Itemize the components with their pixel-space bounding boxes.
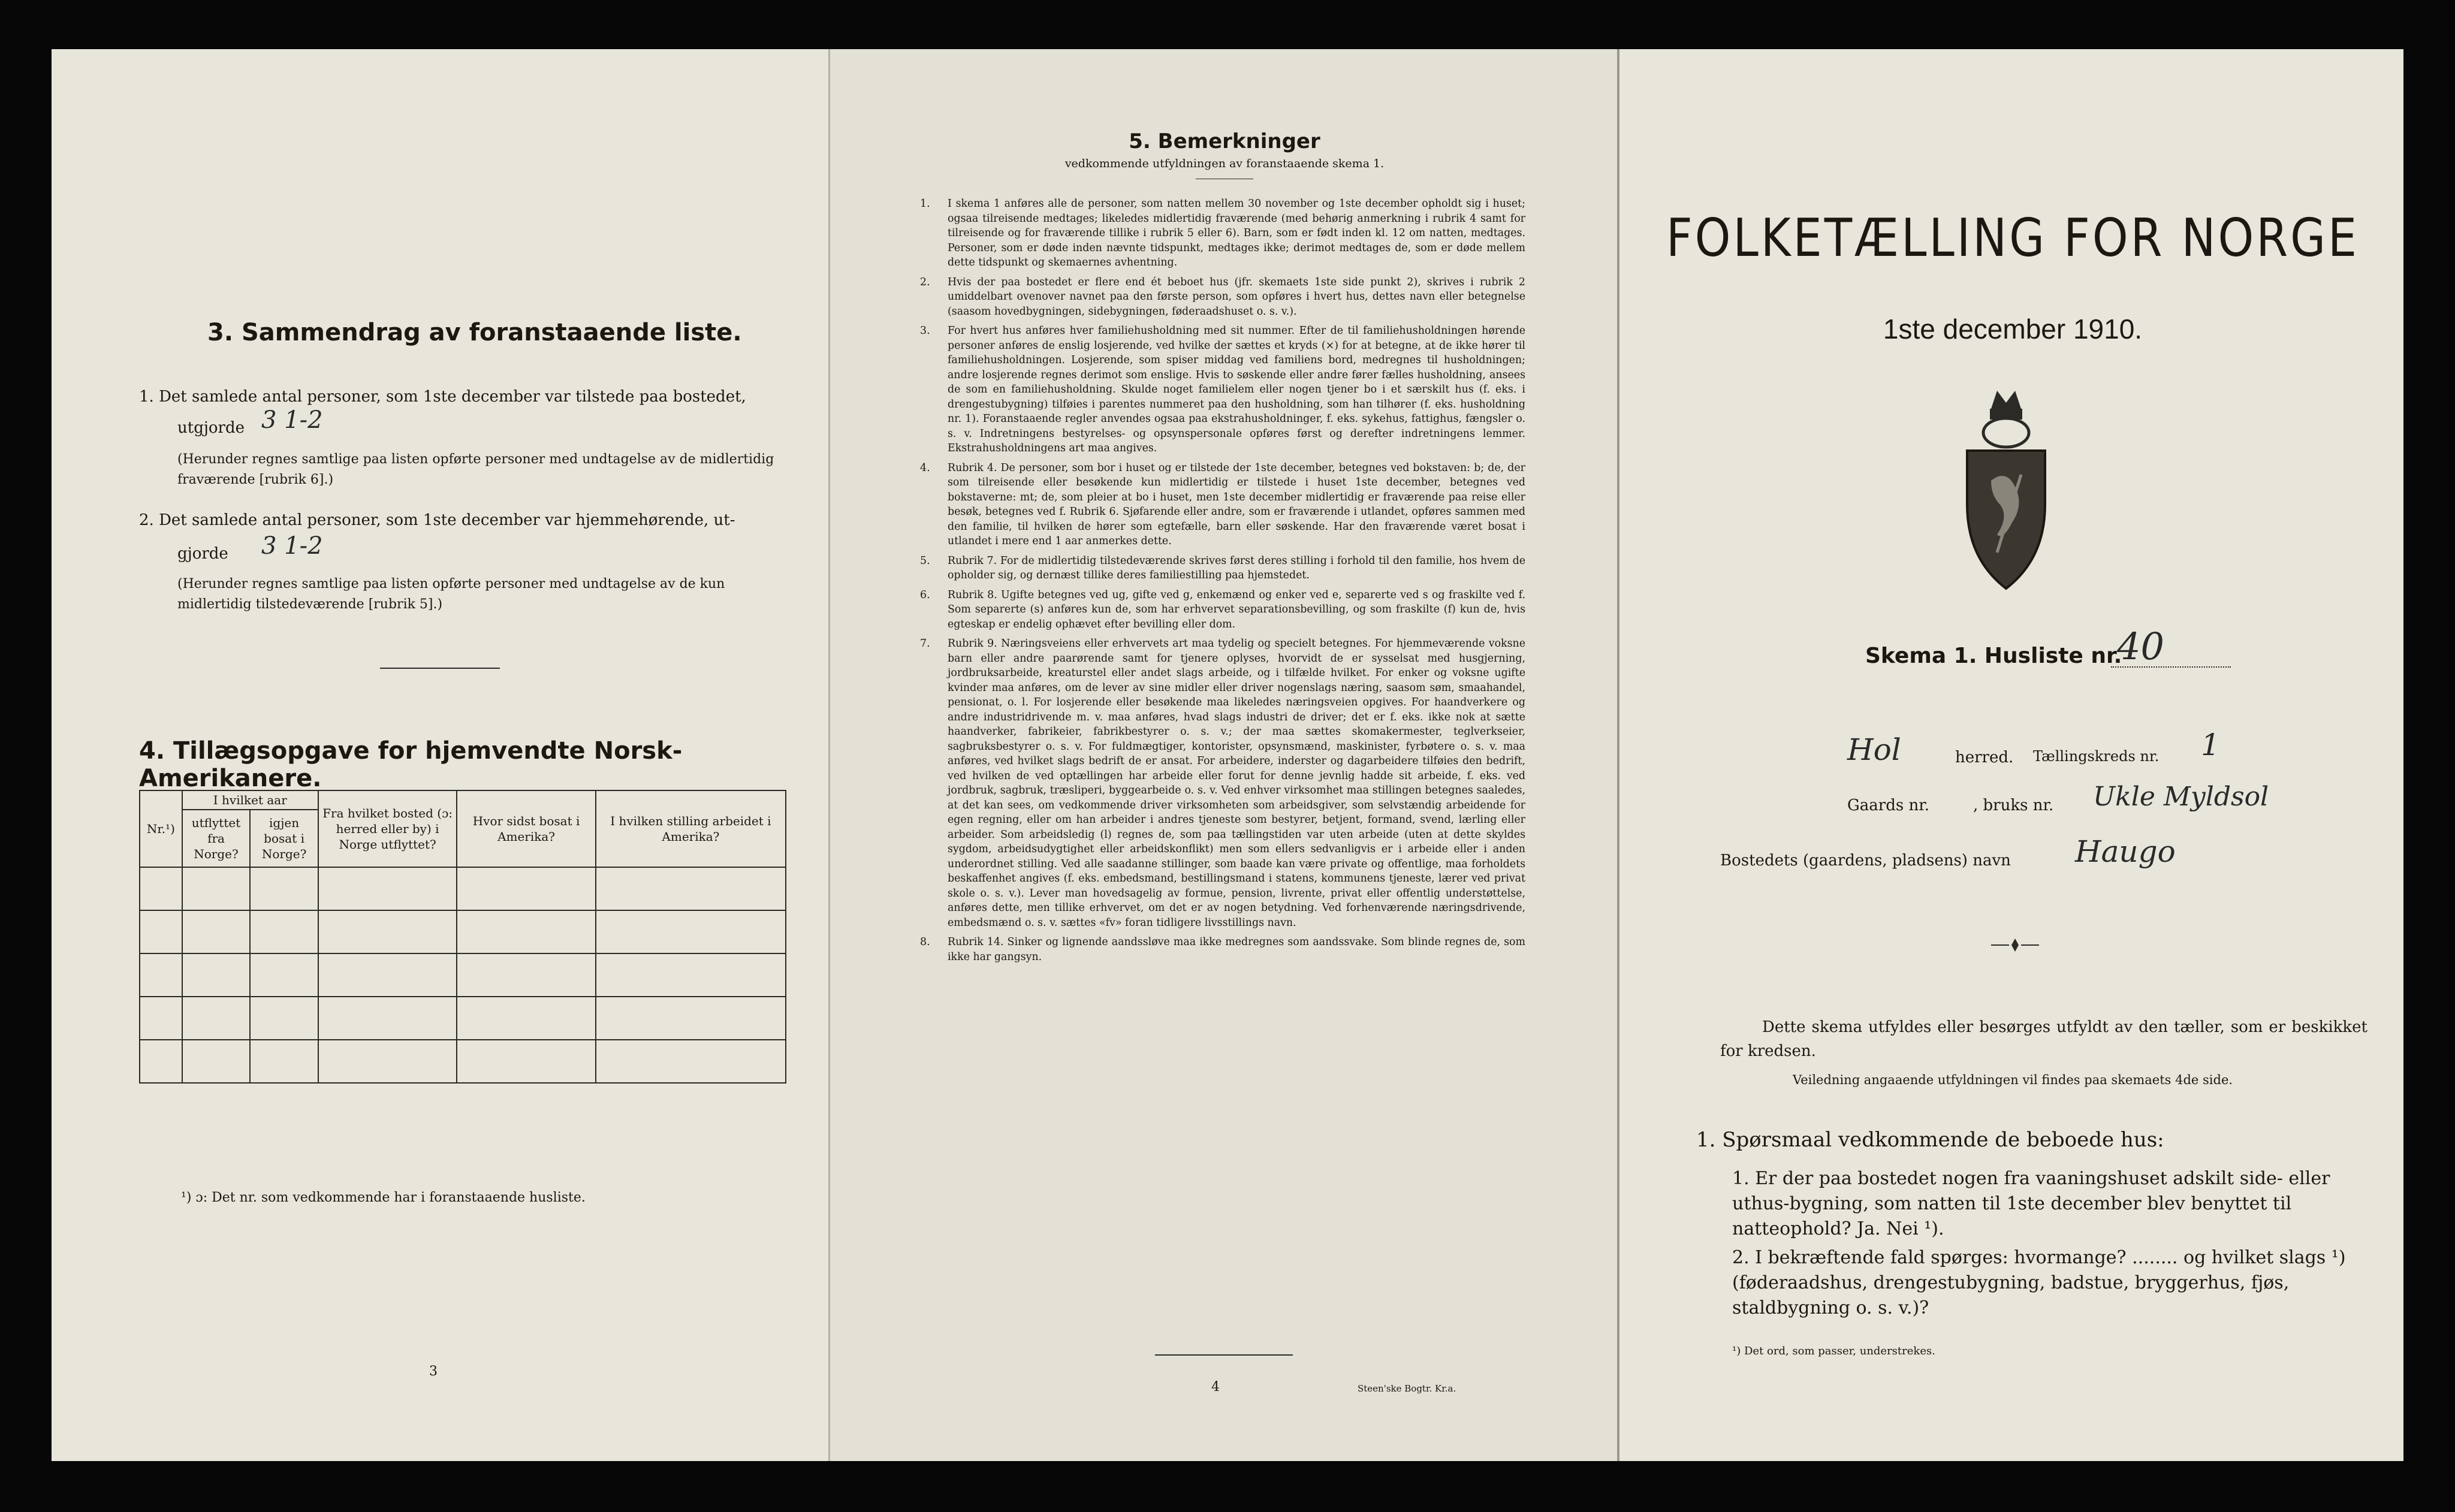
norsk-amerikanere-table <box>139 790 786 1084</box>
question-2: 2. I bekræftende fald spørges: hvormange? ........ og hvilket slags ¹) (føderaadshus, drengestubygning, badstue, bryggerhus, fjøs, staldbygning o. s. v.)? <box>1732 1247 2346 1318</box>
form-date: 1ste december 1910. <box>1883 313 2143 345</box>
note-text: Rubrik 14. Sinker og lignende aandssløve maa ikke medregnes som aandssvake. Som blinde regnes de, som ikke har gangsyn. <box>948 936 1525 963</box>
table-footnote: ¹) ɔ: Det nr. som vedkommende har i foranstaaende husliste. <box>181 1190 586 1205</box>
bottom-divider <box>1155 1354 1293 1356</box>
note-number: 2. <box>920 276 930 288</box>
instruction-text: Dette skema utfyldes eller besørges utfyldt av den tæller, som er beskikket for kredsen. <box>1720 1018 2367 1060</box>
section4-title: 4. Tillægsopgave for hjemvendte Norsk-Amerikanere. <box>139 737 683 792</box>
form-footnote: ¹) Det ord, som passer, understrekes. <box>1732 1345 1935 1357</box>
bosted-label: Bostedets (gaardens, pladsens) navn <box>1720 852 2011 870</box>
item1-value: 3 1-2 <box>261 406 323 434</box>
note-number: 1. <box>920 198 930 210</box>
bruks-label: , bruks nr. <box>1973 796 2054 814</box>
note-item <box>920 324 1525 456</box>
husliste-nr-value: 40 <box>2117 624 2164 668</box>
bruks-value: Ukle Myldsol <box>2093 781 2269 812</box>
table-row <box>140 1040 786 1083</box>
note-number: 3. <box>920 325 930 337</box>
note-number: 5. <box>920 554 930 567</box>
section3-title: 3. Sammendrag av foranstaaende liste. <box>207 319 742 346</box>
note-item <box>920 935 1525 964</box>
gaards-label: Gaards nr. <box>1847 796 1930 814</box>
note-text: For hvert hus anføres hver familiehusholdning med sit nummer. Efter de til familiehusholdningen hørende personer anføres de enslig losjerende, ved hvilke der sættes et kryds (×) for at betegne, at de ikke hører til familiehusholdningen. Losjerende, som spiser middag ved familiens bord, medregnes til husholdningen; andre losjerende regnes derimot som enslige. Hvis to søskende eller andre fører fælles husholdning, ansees de som en familiehusholdning. Skulde noget familielem eller nogen tjener bo i et særskilt hus (f. eks. i drengestubygning) tilføies i parentes nummeret paa den husholdning, som han tilhører (f. eks. husholdning nr. 1). Foranstaaende regler anvendes ogsaa paa ekstrahusholdninger, f. eks. sykehus, fattighus, fængsler o. s. v. Indretningens bestyrelses- og opsynspersonale opføres først og derefter indretningens lemmer. Ekstrahusholdningens art maa angives. <box>948 325 1525 454</box>
col-header-utflyttet: utflyttet fra Norge? <box>182 810 251 867</box>
table-row <box>140 953 786 997</box>
bemerkninger-subtitle: vedkommende utfyldningen av foranstaaende skema 1. <box>1064 157 1385 170</box>
kreds-label: Tællingskreds nr. <box>2033 748 2160 765</box>
table-row <box>140 867 786 910</box>
note-item <box>920 197 1525 270</box>
col-header-nr: Nr.¹) <box>140 790 182 867</box>
bemerkninger-title: 5. Bemerkninger <box>1129 129 1320 153</box>
husliste-nr-line <box>2111 666 2231 669</box>
divider <box>380 668 500 669</box>
table-row <box>140 910 786 953</box>
item1-utgjorde-label: utgjorde <box>177 419 245 437</box>
note-text: I skema 1 anføres alle de personer, som natten mellem 30 november og 1ste december opholdt sig i huset; ogsaa tilreisende medtages; likeledes midlertidig fraværende (med behørig anmerkning i rubrik 4 samt for tilreisende og for fraværende tillike i rubrik 5 eller 6). Barn, som er født inden kl. 12 om natten, medtages. Personer, som er døde inden nævnte tidspunkt, medtages ikke; derimot medtages de, som er døde mellem dette tidspunkt og skemaernes avhentning. <box>948 198 1525 268</box>
note-text: Hvis der paa bostedet er flere end ét beboet hus (jfr. skemaets 1ste side punkt 2), skrives i rubrik 2 umiddelbart ovenover navnet paa den første person, som opføres i hvert hus, dettes navn eller betegnelse (saasom hovedbygningen, sidebygningen, føderaadshuset o. s. v.). <box>948 276 1525 318</box>
note-item <box>920 636 1525 930</box>
note-number: 4. <box>920 461 930 474</box>
norway-coat-of-arms-icon <box>1955 385 2057 594</box>
col-header-stilling: I hvilken stilling arbeidet i Amerika? <box>596 790 786 867</box>
note-text: Rubrik 4. De personer, som bor i huset og er tilstede der 1ste december, betegnes ved bokstaven: b; de, der som tilreisende eller besøkende kun midlertidig er tilstede i huset 1ste december, betegnes ved bokstaverne: mt; de, som pleier at bo i huset, men 1ste december midlertidig er fraværende paa reise eller besøk, betegnes ved f. Rubrik 6. Sjøfarende eller andre, som er fraværende i utlandet, opføres sammen med den familie, til hvilken de hører som egtefælle, barn eller søskende. Har den fraværende været bosat i utlandet i mere end 1 aar anmerkes dette. <box>948 461 1525 547</box>
right-page <box>1617 49 2403 1461</box>
item1-note: (Herunder regnes samtlige paa listen opførte personer med undtagelse av de midlertidig fraværende [rubrik 6].) <box>177 452 774 487</box>
item2-text: 2. Det samlede antal personer, som 1ste december var hjemmehørende, ut- <box>139 511 735 529</box>
item1-text: 1. Det samlede antal personer, som 1ste december var tilstede paa bostedet, <box>139 388 746 406</box>
col-header-igjen: igjen bosat i Norge? <box>250 810 318 867</box>
col-header-sidst-bosat: Hvor sidst bosat i Amerika? <box>457 790 595 867</box>
ornament-icon <box>1991 936 2039 954</box>
col-header-year-group: I hvilket aar <box>182 790 318 810</box>
note-item <box>920 461 1525 549</box>
schema-label: Skema 1. Husliste nr. <box>1865 644 2122 668</box>
herred-value: Hol <box>1847 732 1901 767</box>
printer-mark: Steen'ske Bogtr. Kr.a. <box>1358 1383 1456 1394</box>
notes-list <box>920 197 1525 964</box>
item2-note: (Herunder regnes samtlige paa listen opførte personer med undtagelse av de kun midlertidig tilstedeværende [rubrik 5].) <box>177 577 725 612</box>
page-number-middle: 4 <box>1211 1380 1220 1395</box>
note-number: 6. <box>920 588 930 601</box>
question-1: 1. Er der paa bostedet nogen fra vaaningshuset adskilt side- eller uthus-bygning, som natten til 1ste december blev benyttet til natteophold? Ja. Nei ¹). <box>1732 1168 2330 1239</box>
middle-page <box>828 49 1617 1461</box>
note-text: Rubrik 9. Næringsveiens eller erhvervets art maa tydelig og specielt betegnes. For hjemmeværende voksne barn eller andre paarørende samt for tjenere oplyses, hvorvidt de er sysselsat med husgjerning, jordbruksarbeide, kreaturstel eller andet slags arbeide, og i tilfælde hvilket. For enker og voksne ugifte kvinder maa anføres, om de lever av sine midler eller driver nogenslags næring, saasom søm, smaahandel, pensionat, o. l. For losjerende eller besøkende maa likeledes næringsveien opgives. For haandverkere og andre industridrivende m. v. maa anføres, hvad slags industri de driver; det er f. eks. ikke nok at sætte haandverker, fabrikeier, fabrikbestyrer o. s. v.; der maa sættes skomakermester, teglverkseier, sagbruksbestyrer o. s. v. For fuldmægtiger, kontorister, opsynsmænd, maskinister, fyrbøtere o. s. v. maa anføres, ved hvilket slags bedrift de er ansat. For arbeidere, inderster og dagarbeidere tilføies den bedrift, ved hvilken de ved optællingen har arbeide eller forut for denne jevnlig hadde sit arbeide, f. eks. ved jordbruk, sagbruk, træsliperi, byggearbeide o. s. v. Ved enhver virksomhet maa stillingen betegnes saaledes, at det kan sees, om vedkommende driver virksomheten som arbeidsgiver, som selvstændig arbeidende for egen regning, eller om han arbeider i andres tjeneste som bestyrer, betjent, formand, svend, lærling eller arbeider. Som arbeidsledig (l) regnes de, som paa tællingstiden var uten arbeide (uten at dette skyldes sygdom, arbeidsudygtighet eller arbeidskonflikt) men som ellers sedvanligvis er i arbeide eller i anden underordnet stilling. Ved alle saadanne stillinger, som baade kan være private og offentlige, maa forholdets beskaffenhet angives (f. eks. embedsmand, bestillingsmand i statens, kommunens tjeneste, lærer ved privat skole o. s. v.). Lever man hovedsagelig av formue, pension, livrente, privat eller offentlig understøttelse, anføres dette, men tillike erhvervet, om det er av nogen betydning. Ved forhenværende næringsdrivende, embedsmænd o. s. v. sættes «fv» foran tidligere livsstillings navn. <box>948 638 1525 929</box>
item2-gjorde-label: gjorde <box>177 545 228 563</box>
table-row <box>140 997 786 1040</box>
note-item <box>920 275 1525 319</box>
left-page <box>52 49 828 1461</box>
herred-label: herred. <box>1955 749 2014 766</box>
bosted-value: Haugo <box>2075 834 2176 869</box>
note-item <box>920 588 1525 632</box>
kreds-value: 1 <box>2201 728 2220 762</box>
note-text: Rubrik 8. Ugifte betegnes ved ug, gifte ved g, enkemænd og enker ved e, separerte ved s og fraskilte ved f. Som separerte (s) anføres kun de, som har erhvervet separationsbevilling, og som fraskilte (f) kun de, hvis egteskap er endelig ophævet efter bevilling eller dom. <box>948 588 1525 630</box>
page-number-left: 3 <box>429 1364 438 1379</box>
note-number: 7. <box>920 638 930 650</box>
questions-heading: 1. Spørsmaal vedkommende de beboede hus: <box>1696 1128 2164 1152</box>
form-title: FOLKETÆLLING FOR NORGE <box>1666 207 2360 268</box>
instruction-note: Veiledning angaaende utfyldningen vil findes paa skemaets 4de side. <box>1792 1073 2233 1087</box>
note-text: Rubrik 7. For de midlertidig tilstedeværende skrives først deres stilling i forhold til den familie, hos hvem de opholder sig, og dernæst tillike deres familiestilling paa hjemstedet. <box>948 554 1525 581</box>
note-number: 8. <box>920 936 930 948</box>
col-header-fra-bosted: Fra hvilket bosted (ɔ: herred eller by) i Norge utflyttet? <box>318 790 457 867</box>
item2-value: 3 1-2 <box>261 532 323 560</box>
note-item <box>920 554 1525 583</box>
